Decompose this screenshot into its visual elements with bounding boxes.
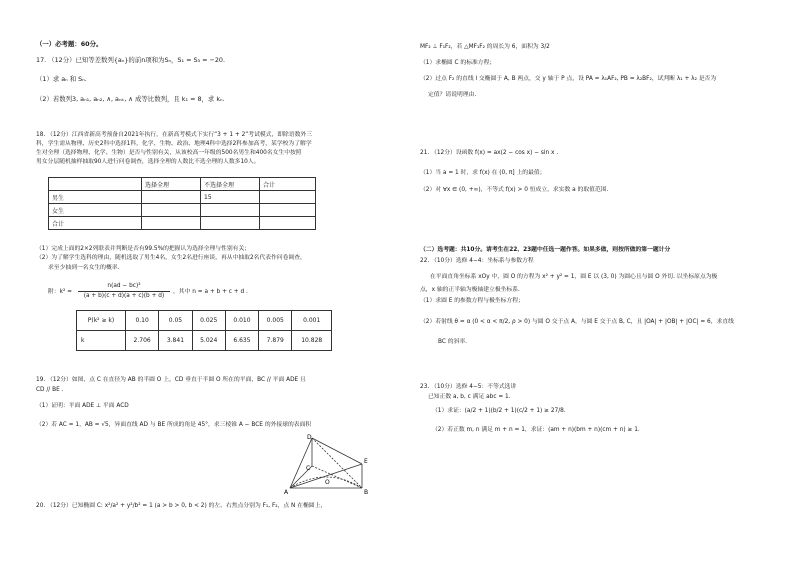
formula-numerator: n(ad − bc)² [107, 283, 141, 289]
q22-line2: 点，x 轴的正半轴为极轴建立极坐标系. [420, 287, 520, 293]
table-cell: 15 [201, 191, 260, 204]
formula-denominator: (a + b)(c + d)(a + c)(b + d) [83, 293, 165, 299]
table-cell [142, 204, 201, 217]
q18-line-3: 生对全理（选择物理、化学、生物）是否与性别有关，从该校高一年级的500名男生和400名女生中按照 [36, 150, 302, 156]
table-cell: 2.706 [126, 331, 159, 351]
section-required-heading: （一）必考题：60分。 [36, 40, 103, 48]
q23-part1: （1）求证：(a/2 + 1)(b/2 + 1)(c/2 + 1) ≥ 27/8. [432, 408, 566, 414]
q20-continued: MF₂ ⊥ F₁F₂，若 △MF₁F₂ 的周长为 6，面积为 3/2 [420, 44, 550, 50]
q17-part2: （2）若数列3, aₙ₁, aₙ₂, ∧, aₙₖ, ∧ 成等比数列，且 k₁ = 8，求 kₙ. [36, 95, 225, 103]
q21-stem: 21. （12分）设函数 f(x) = ax(2 − cos x) − sin x . [420, 150, 559, 156]
table-cell: 7.879 [259, 331, 292, 351]
q22-part2-line2: BC 的斜率. [438, 339, 467, 345]
q19-part2: （2）若 AC = 1，AB = √5，异面直线 AD 与 BE 所成的角是 45°，求三棱锥 A − BCE 的外接球的表面积 [36, 422, 312, 428]
q22-stem: 22. （10分）选修 4−4：坐标系与参数方程 [420, 258, 534, 264]
table-cell: 不选择全理 [201, 178, 260, 191]
table-cell [260, 191, 316, 204]
table-cell: 合计 [260, 178, 316, 191]
table-row [77, 311, 332, 331]
q18-line-1: 18. （12分）江西省新高考预备自2021年执行，在新高考模式下实行“3 + 1 + 2”考试模式，即除语数外三 [36, 132, 313, 138]
q22-part2-line1: （2）若射线 θ = α (0 < α < π/2, ρ > 0) 与圆 O 交于点 A，与圆 E 交于点 B, C，且 |OA| + |OB| + |OC| = 6，求直线 [420, 319, 734, 325]
table-cell: P(k² ≥ k) [77, 311, 126, 331]
table-cell: 6.635 [225, 331, 258, 351]
table-cell: 女生 [49, 204, 142, 217]
q20-stem: 20. （12分）已知椭圆 C: x²/a² + y²/b² = 1 (a > b > 0, b < 2) 的左、右焦点分别为 F₁, F₂，点 N 在椭圆上， [36, 503, 327, 509]
q18-part1: （1）完成上面的2×2列联表并判断是否有99.5%的把握认为选择全理与性别有关； [36, 246, 251, 252]
q21-part2: （2）对 ∀x ∈ (0, +∞)，不等式 f(x) > 0 恒成立，求实数 a 的取值范围. [420, 187, 609, 193]
q18-line-2: 科，学生需从物理、历史2科中选择1科，化学、生物、政治、地理4科中选择2科参加高考，某学校为了解学 [36, 141, 312, 147]
formula-suffix: ，其中 n = a + b + c + d . [173, 289, 248, 295]
table-cell [142, 191, 201, 204]
q17-part1: （1）求 aₙ 和 Sₙ. [36, 75, 87, 83]
q17-stem: 17. （12分）已知等差数列{aₙ}的前n项和为Sₙ，S₁ = S₃ = −20. [36, 56, 226, 64]
q20-part2-line2: 定值？请说明理由. [428, 92, 477, 98]
table-row [49, 217, 316, 230]
q20-part2-line1: （2）过点 F₂ 的直线 l 交椭圆于 A, B 两点，交 y 轴于 P 点，设 PA = λ₁AF₂, PB = λ₂BF₂，试判断 λ₁ + λ₂ 是否为 [420, 76, 717, 82]
q22-line1: 在平面直角坐标系 xOy 中，圆 O 的方程为 x² + y² = 1，圆 E 以 (3, 0) 为圆心且与圆 O 外切. 以坐标原点为极 [430, 274, 718, 280]
table-cell: 0.10 [126, 311, 159, 331]
q19-part1: （1）证明：平面 ADE ⊥ 平面 ACD [36, 403, 129, 409]
table-cell [260, 204, 316, 217]
q21-part1: （1）当 a = 1 时，求 f(x) 在 (0, π] 上的最值； [420, 170, 546, 176]
q20-part1: （1）求椭圆 C 的标准方程； [420, 60, 496, 66]
label-E: E [364, 458, 368, 465]
table-cell [201, 204, 260, 217]
section-optional-heading: （二）选考题：共10分。请考生在22、23题中任选一题作答。如果多做，则按所做的第一题计分 [420, 247, 671, 253]
table-cell: 0.010 [225, 311, 258, 331]
formula-prefix: 附：k² = [48, 289, 72, 295]
table-cell: 0.005 [259, 311, 292, 331]
table-cell: 0.05 [159, 311, 192, 331]
table-row [77, 331, 332, 351]
label-A: A [284, 489, 289, 496]
geometry-figure [282, 432, 378, 496]
table-cell: 10.828 [292, 331, 332, 351]
table-cell [49, 178, 142, 191]
q19-line1: 19. （12分）如图，点 C 在直径为 AB 的半圆 O 上，CD 垂直于半圆 O 所在的平面，BC // 平面 ADE 且 [36, 377, 306, 383]
table-cell [201, 217, 260, 230]
table-cell: 0.001 [292, 311, 332, 331]
q22-part1: （1）求圆 E 的参数方程与极坐标方程； [420, 298, 524, 304]
table-cell: 0.025 [192, 311, 225, 331]
label-D: D [307, 434, 312, 441]
q19-line2: CD // BE . [36, 387, 64, 393]
label-C: C [306, 465, 311, 472]
table-cell [260, 217, 316, 230]
table-cell: 男生 [49, 191, 142, 204]
label-B: B [364, 489, 369, 496]
table-cell [142, 217, 201, 230]
table-cell: 5.024 [192, 331, 225, 351]
critical-value-table [76, 310, 332, 351]
table-row [49, 191, 316, 204]
q23-stem: 23. （10分）选修 4−5：不等式选讲 [420, 384, 517, 390]
table-cell: 选择全理 [142, 178, 201, 191]
q18-line-4: 男女分层随机抽样抽取90人进行问卷调查，选择全理的人数比不选全理的人数多10人。 [36, 159, 260, 165]
contingency-table [48, 177, 316, 230]
q23-part2: （2）若正数 m, n 满足 m + n = 1，求证：(am + n)(bm + n)(cm + n) ≥ 1. [432, 427, 640, 433]
table-cell: k [77, 331, 126, 351]
label-O: O [325, 479, 330, 486]
table-cell: 3.841 [159, 331, 192, 351]
table-header-row [49, 178, 316, 191]
q18-part2-line1: （2）为了解学生选科的理由，随机选取了男生4名，女生2名进行座谈，再从中抽取2名代表作问卷调查， [36, 255, 306, 261]
table-cell: 合计 [49, 217, 142, 230]
q18-part2-line2: 求至少抽到一名女生的概率. [48, 265, 120, 271]
q23-given: 已知正数 a, b, c 满足 abc = 1. [428, 394, 511, 400]
table-row [49, 204, 316, 217]
